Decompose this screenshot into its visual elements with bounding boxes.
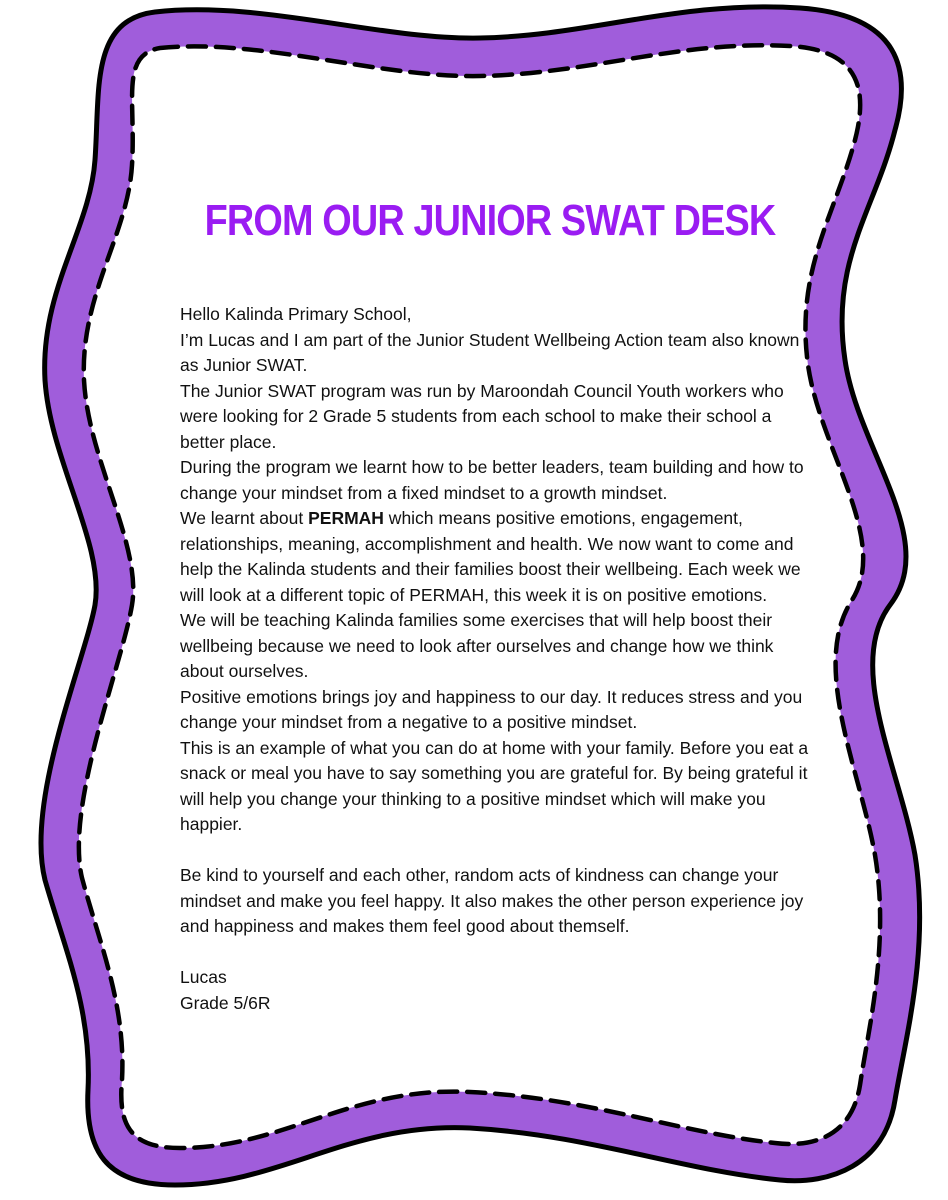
kindness-paragraph: Be kind to yourself and each other, random acts of kindness can change your mindset and make you feel happy. It also makes the other person experience joy and happiness and makes them feel good about themself.	[180, 865, 804, 936]
intro-paragraph: I’m Lucas and I am part of the Junior Student Wellbeing Action team also known as Junior SWAT.	[180, 329, 800, 375]
signature-class: Grade 5/6R	[180, 992, 271, 1013]
paragraph-gap	[180, 940, 820, 966]
greeting-line: Hello Kalinda Primary School,	[180, 304, 412, 324]
program-paragraph: The Junior SWAT program was run by Maroondah Council Youth workers who were looking for 2 Grade 5 students from each school to make their school a better place.	[180, 380, 784, 452]
example-paragraph: This is an example of what you can do at home with your family. Before you eat a snack or meal you have to say something you are grateful for. By being grateful it will help you change your thinking to a positive mindset which will make you happier.	[180, 737, 809, 834]
signature-name: Lucas	[180, 967, 227, 987]
letter-body	[180, 302, 820, 1016]
positive-emotions-paragraph: Positive emotions brings joy and happiness to our day. It reduces stress and you change your mindset from a negative to a positive mindset.	[180, 686, 803, 732]
permah-bold-term: PERMAH	[308, 508, 384, 528]
permah-text-before: We learnt about	[180, 508, 309, 528]
teaching-paragraph: We will be teaching Kalinda families some exercises that will help boost their wellbeing because we need to look after ourselves and change how we think about ourselves.	[180, 610, 774, 681]
learnt-paragraph: During the program we learnt how to be better leaders, team building and how to change your mindset from a fixed mindset to a growth mindset.	[180, 457, 804, 503]
permah-text-after: which means positive emotions, engagement, relationships, meaning, accomplishment and health. We now want to come and help the Kalinda students and their families boost their wellbeing. Each week we will look at a different topic of PERMAH, this week it is on positive emotions.	[180, 508, 801, 605]
page-title: FROM OUR JUNIOR SWAT DESK	[204, 196, 776, 245]
permah-paragraph	[180, 506, 820, 608]
paragraph-gap	[180, 838, 820, 864]
